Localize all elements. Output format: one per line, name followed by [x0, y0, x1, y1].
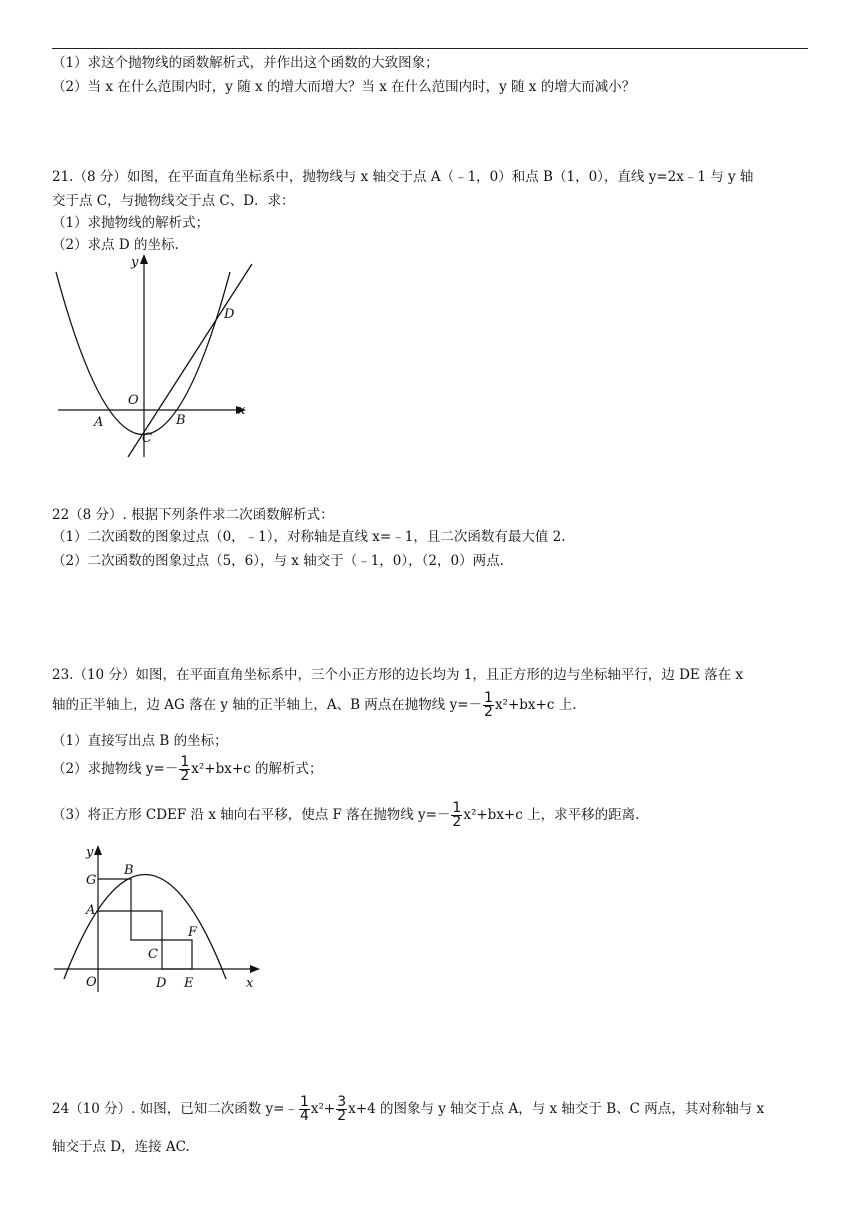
q23-stem-line2	[52, 688, 577, 722]
q23-label-C: C	[148, 947, 158, 962]
q21-part1: （1）求抛物线的解析式；	[52, 215, 210, 231]
q21-label-A: A	[94, 415, 104, 430]
q23-part3-fraction: $\frac{1}{2}$	[452, 800, 462, 830]
q22-part2: （2）二次函数的图象过点（5，6），与 x 轴交于（﹣1，0），（2，0）两点.	[52, 553, 504, 569]
q23-label-F: F	[188, 925, 198, 940]
q21-figure	[50, 252, 260, 462]
q23-label-x: x	[246, 976, 254, 991]
q20-part2: （2）当 x 在什么范围内时，y 随 x 的增大而增大？当 x 在什么范围内时，y 随 x 的增大而减小？	[52, 79, 636, 95]
q21-label-y: y	[131, 255, 139, 270]
q24-fraction-1: $\frac{1}{4}$	[299, 1094, 309, 1124]
q23-label-G: G	[86, 873, 97, 888]
q20-part1: （1）求这个抛物线的函数解析式，并作出这个函数的大致图象；	[52, 55, 439, 71]
q23-square-cdef	[162, 940, 192, 969]
q23-label-E: E	[184, 976, 194, 991]
q23-stem-text-a: 轴的正半轴上，边 AG 落在 y 轴的正半轴上，A、B 两点在抛物线 y=	[52, 697, 469, 713]
q21-label-D: D	[224, 307, 235, 322]
q24-fraction-2: $\frac{3}{2}$	[337, 1094, 347, 1124]
q23-part1: （1）直接写出点 B 的坐标；	[52, 733, 228, 749]
q21-label-C: C	[142, 431, 152, 446]
q23-stem-text-b: x²+bx+c 上.	[494, 697, 577, 713]
q23-label-D: D	[156, 976, 167, 991]
q21-line	[128, 264, 252, 457]
q21-stem-line2: 交于点 C，与抛物线交于点 C、D．求：	[52, 193, 295, 209]
q23-y-arrow	[94, 845, 102, 855]
q23-part2: （2）求抛物线 y=－ $\frac{1}{2}$ x²+bx+c 的解析式；	[52, 754, 323, 784]
q21-label-x: x	[238, 403, 246, 418]
q23-fraction: $\frac{1}{2}$	[484, 690, 493, 720]
q23-square-top	[98, 879, 131, 911]
q23-parabola	[64, 875, 226, 980]
q23-figure	[50, 842, 270, 997]
q22-stem: 22（8 分）. 根据下列条件求二次函数解析式：	[52, 507, 334, 523]
q23-square-middle	[98, 911, 162, 940]
q23-x-arrow	[250, 965, 260, 973]
q23-label-B: B	[124, 863, 134, 878]
q23-minus-sign: －	[468, 697, 483, 713]
q23-label-O: O	[86, 975, 97, 990]
q21-stem-line1: 21.（8 分）如图，在平面直角坐标系中，抛物线与 x 轴交于点 A（﹣1，0）和点 B（1，0），直线 y=2x﹣1 与 y 轴	[52, 169, 754, 185]
q23-stem-line1: 23.（10 分）如图，在平面直角坐标系中，三个小正方形的边长均为 1，且正方形的边与坐标轴平行，边 DE 落在 x	[52, 667, 743, 683]
q23-part2-fraction: $\frac{1}{2}$	[180, 754, 190, 784]
top-rule	[52, 48, 808, 49]
q21-label-O: O	[128, 393, 139, 408]
q23-part3: （3）将正方形 CDEF 沿 x 轴向右平移，使点 F 落在抛物线 y=－ $\frac{1}{2}$ x²+bx+c 上，求平移的距离.	[52, 800, 640, 830]
q22-part1: （1）二次函数的图象过点（0，﹣1），对称轴是直线 x=﹣1，且二次函数有最大值 2.	[52, 529, 566, 545]
q23-label-y: y	[86, 845, 94, 860]
q21-label-B: B	[176, 413, 186, 428]
q23-label-A: A	[86, 903, 96, 918]
q24-stem-line1: 24（10 分）. 如图，已知二次函数 y=﹣ $\frac{1}{4}$ x²+ $\frac{3}{2}$ x+4 的图象与 y 轴交于点 A，与 x 轴交于 B、C 两点，其对称轴与 x	[52, 1094, 765, 1124]
q21-y-arrow	[140, 254, 148, 264]
q21-part2: （2）求点 D 的坐标.	[52, 237, 179, 253]
q24-stem-line2: 轴交于点 D，连接 AC.	[52, 1139, 190, 1155]
